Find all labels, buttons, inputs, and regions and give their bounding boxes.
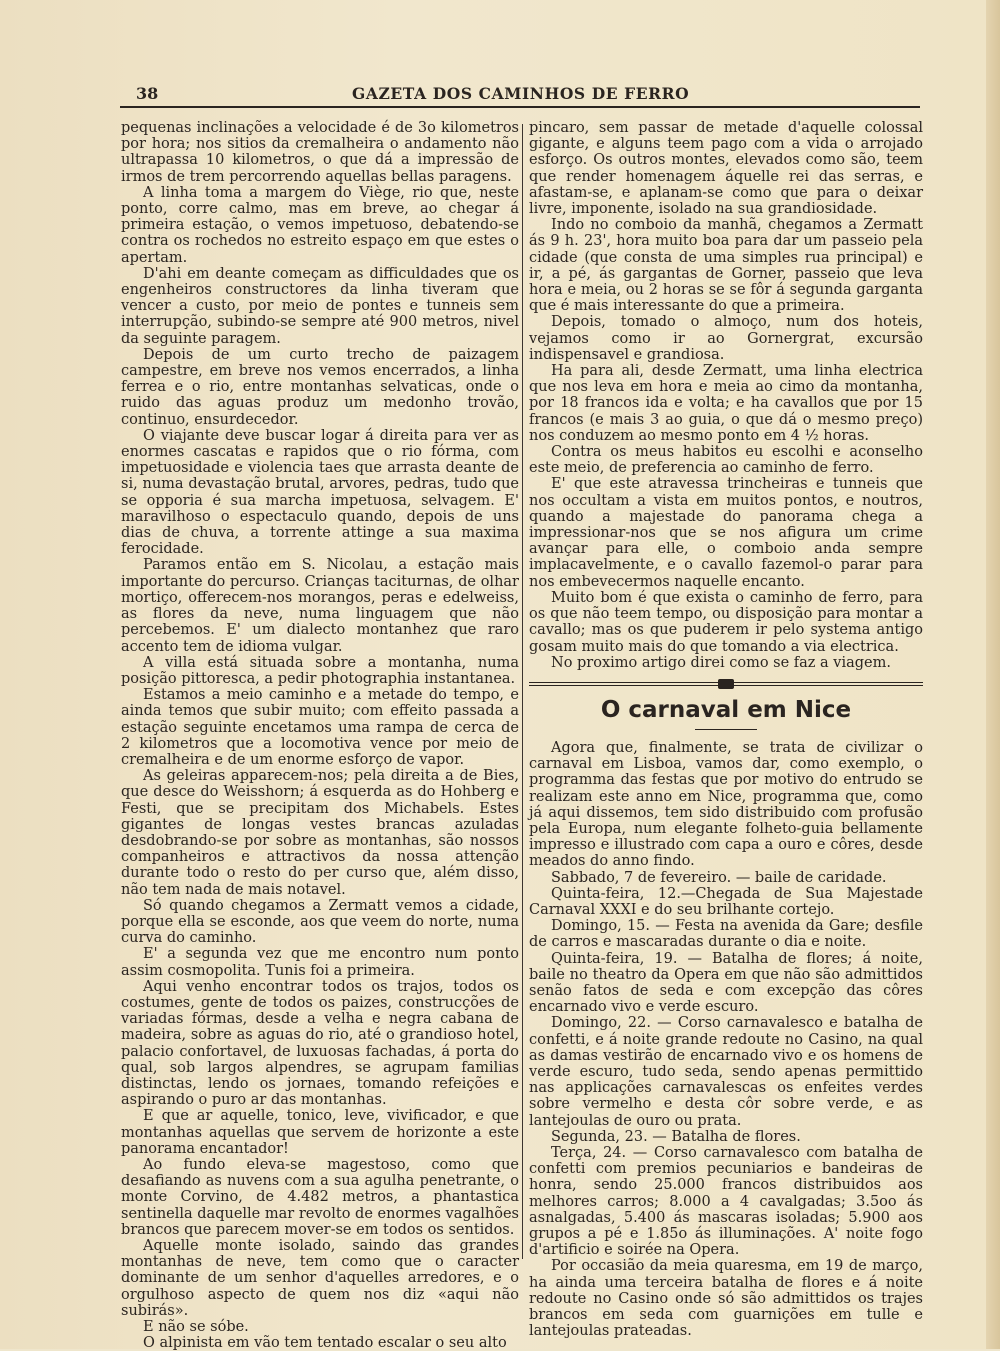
page-edge: [986, 0, 1000, 1349]
paragraph: E que ar aquelle, tonico, leve, vivificador, e que montanhas aquellas que servem de horizonte a este panorama encantador!: [121, 1108, 519, 1157]
paragraph: Depois de um curto trecho de paizagem campestre, em breve nos vemos encerrados, a linha ferrea e o rio, entre montanhas selvaticas, onde o ruido das aguas produz um medonho trovão, continuo, ensurdecedor.: [121, 346, 519, 428]
paragraph: Depois, tomado o almoço, num dos hoteis, vejamos como ir ao Gornergrat, excursão indispensavel e grandiosa.: [529, 314, 923, 363]
column-divider: [522, 124, 523, 1259]
paragraph: Contra os meus habitos eu escolhi e aconselho este meio, de preferencia ao caminho de ferro.: [529, 444, 923, 477]
publication-title: GAZETA DOS CAMINHOS DE FERRO: [352, 84, 690, 103]
article-title: O carnaval em Nice: [600, 696, 852, 723]
paragraph: O viajante deve buscar logar á direita para ver as enormes cascatas e rapidos que o rio fórma, com impetuosidade e violencia taes que arrasta deante de si, numa devastação brutal, arvores, pedras, tudo que se opporia é sua marcha impetuosa, selvagem. E' maravilhoso o espectaculo quando, depois de uns dias de chuva, a torrente attinge a sua maxima ferocidade.: [121, 427, 519, 558]
paragraph: Paramos então em S. Nicolau, a estação mais importante do percurso. Crianças taciturnas, de olhar mortiço, offerecem-nos morangos, peras e edelweiss, as flores da neve, numa linguagem que não percebemos. E' um dialecto montanhez que raro accento tem de idioma vulgar.: [121, 557, 519, 655]
paragraph: Ha para ali, desde Zermatt, uma linha electrica que nos leva em hora e meia ao cimo da montanha, por 18 francos ida e volta; e ha cavallos que por 15 francos (e mais 3 ao guia, o que dá o mesmo preço) nos conduzem ao mesmo ponto em 4 ½ horas.: [529, 363, 923, 444]
paragraph: Quinta-feira, 19. — Batalha de flores; á noite, baile no theatro da Opera em que não são admittidos senão fatos de seda e com excepção das côres encarnado vivo e verde escuro.: [529, 950, 923, 1016]
paragraph: Aquelle monte isolado, saindo das grandes montanhas de neve, tem como que o caracter dominante de um senhor d'aquelles arredores, e o orgulhoso aspecto de quem nos diz «aqui não subirás».: [121, 1238, 519, 1319]
paragraph: Estamos a meio caminho e a metade do tempo, e ainda temos que subir muito; com effeito passada a estação seguinte encetamos uma rampa de cerca de 2 kilometros que a locomotiva vence por meio de cremalheira e de um enorme esforço de vapor.: [121, 687, 519, 768]
paragraph: E' a segunda vez que me encontro num ponto assim cosmopolita. Tunis foi a primeira.: [121, 946, 519, 979]
paragraph: O alpinista em vão tem tentado escalar o seu alto: [143, 1335, 507, 1351]
paragraph: Agora que, finalmente, se trata de civilizar o carnaval em Lisboa, vamos dar, como exemplo, o programma das festas que por motivo do entrudo se realizam este anno em Nice, programma que, como já aqui dissemos, tem sido distribuido com profusão pela Europa, num elegante folheto-guia bellamente impresso e illustrado com capa a ouro e côres, desde meados do anno findo.: [529, 739, 923, 870]
section-ornament: [529, 679, 923, 689]
paragraph: Só quando chegamos a Zermatt vemos a cidade, porque ella se esconde, aos que veem do norte, numa curva do caminho.: [121, 897, 519, 947]
title-rule: [695, 729, 757, 730]
paragraph: E não se sóbe.: [143, 1319, 249, 1336]
page-number: 38: [136, 84, 159, 103]
paragraph: A villa está situada sobre a montanha, numa posição pittoresca, a pedir photographia instantanea.: [121, 654, 519, 687]
paragraph: Ao fundo eleva-se magestoso, como que desafiando as nuvens com a sua agulha penetrante, o monte Corvino, de 4.482 metros, a phantastica sentinella daquelle mar revolto de enormes vagalhões brancos que parecem mover-se em todos os sentidos.: [121, 1157, 519, 1238]
paragraph: As geleiras apparecem-nos; pela direita a de Bies, que desce do Weisshorn; á esquerda as do Hohberg e Festi, que se precipitam dos Michabels. Estes gigantes de longas vestes brancas azuladas desdobrando-se por sobre as montanhas, são nossos companheiros e attractivos da nossa attenção durante todo o resto do per curso que, além disso, não tem nada de mais notavel.: [121, 768, 519, 898]
paragraph: Indo no comboio da manhã, chegamos a Zermatt ás 9 h. 23', hora muito boa para dar um passeio pela cidade (que consta de uma simples rua principal) e ir, a pé, ás gargantas de Gorner, passeio que leva hora e meia, ou 2 horas se se fôr á segunda garganta que é mais interessante do que a primeira.: [529, 217, 923, 315]
paragraph: Sabbado, 7 de fevereiro. — baile de caridade.: [551, 869, 887, 886]
paragraph: Por occasião da meia quaresma, em 19 de março, ha ainda uma terceira batalha de flores e á noite redoute no Casino onde só são admittidos os trajes brancos em seda com guarnições em tulle e lantejoulas prateadas.: [529, 1258, 923, 1340]
paragraph: Domingo, 22. — Corso carnavalesco e batalha de confetti, e á noite grande redoute no Casino, na qual as damas vestirão de encarnado vivo e os homens de verde escuro, tudo seda, sendo apenas permittido nas applicações carnavalescas os enfeites verdes sobre vermelho e desta côr sobre verde, e as lantejoulas de ouro ou prata.: [529, 1015, 923, 1129]
paragraph: A linha toma a margem do Viège, rio que, neste ponto, corre calmo, mas em breve, ao chegar á primeira estação, o vemos impetuoso, debatendo-se contra os rochedos no estreito espaço em que estes o apertam.: [121, 184, 519, 266]
paragraph: Aqui venho encontrar todos os trajos, todos os costumes, gente de todos os paizes, construcções de variadas fórmas, desde a velha e negra cabana de madeira, sobre as aguas do rio, até o grandioso hotel, palacio confortavel, de luxuosas fachadas, á porta do qual, sob largos alpendres, se agrupam familias distinctas, lendo os jornaes, tomando refeições e aspirando o puro ar das montanhas.: [121, 978, 519, 1109]
paragraph: Domingo, 15. — Festa na avenida da Gare; desfile de carros e mascaradas durante o dia e noite.: [529, 918, 923, 951]
right-column: [529, 120, 923, 1340]
paragraph: pequenas inclinações a velocidade é de 3o kilometros por hora; nos sitios da cremalheira o andamento não ultrapassa 10 kilometros, o que dá a impressão de irmos de trem percorrendo aquellas bellas paragens.: [121, 120, 519, 185]
paragraph: No proximo artigo direi como se faz a viagem.: [551, 654, 891, 671]
paragraph: Segunda, 23. — Batalha de flores.: [551, 1128, 801, 1145]
header-rule: [120, 106, 920, 108]
paragraph: Terça, 24. — Corso carnavalesco com batalha de confetti com premios pecuniarios e bandeiras de honra, sendo 25.000 francos distribuidos aos melhores carros; 8.000 a 4 cavalgadas; 3.5oo ás asnalgadas, 5.400 ás mascaras isoladas; 5.900 aos grupos a pé e 1.85o ás illuminações. A' noite fogo d'artificio e soirée na Opera.: [529, 1144, 923, 1259]
paragraph: pincaro, sem passar de metade d'aquelle colossal gigante, e alguns teem pago com a vida o arrojado esforço. Os outros montes, elevados como são, teem que render homenagem áquelle rei das serras, e afastam-se, e aplanam-se como que para o deixar livre, imponente, isolado na sua grandiosidade.: [529, 120, 923, 218]
paragraph: Quinta-feira, 12.—Chegada de Sua Majestade Carnaval XXXI e do seu brilhante cortejo.: [529, 885, 923, 918]
paragraph: D'ahi em deante começam as difficuldades que os engenheiros constructores da linha tiveram que vencer a custo, por meio de pontes e tunneis sem interrupção, subindo-se sempre até 900 metros, nivel da seguinte paragem.: [121, 265, 519, 347]
paragraph: E' que este atravessa trincheiras e tunneis que nos occultam a vista em muitos pontos, e noutros, quando a majestade do panorama chega a impressionar-nos que se nos afigura um crime avançar para elle, o comboio anda sempre implacavelmente, e o cavallo fazemol-o parar para nos embevecermos naquelle encanto.: [529, 476, 923, 590]
paragraph: Muito bom é que exista o caminho de ferro, para os que não teem tempo, ou disposição para montar a cavallo; mas os que puderem ir pelo systema antigo gosam muito mais do que tomando a via electrica.: [529, 589, 923, 655]
left-column: [121, 120, 519, 1351]
